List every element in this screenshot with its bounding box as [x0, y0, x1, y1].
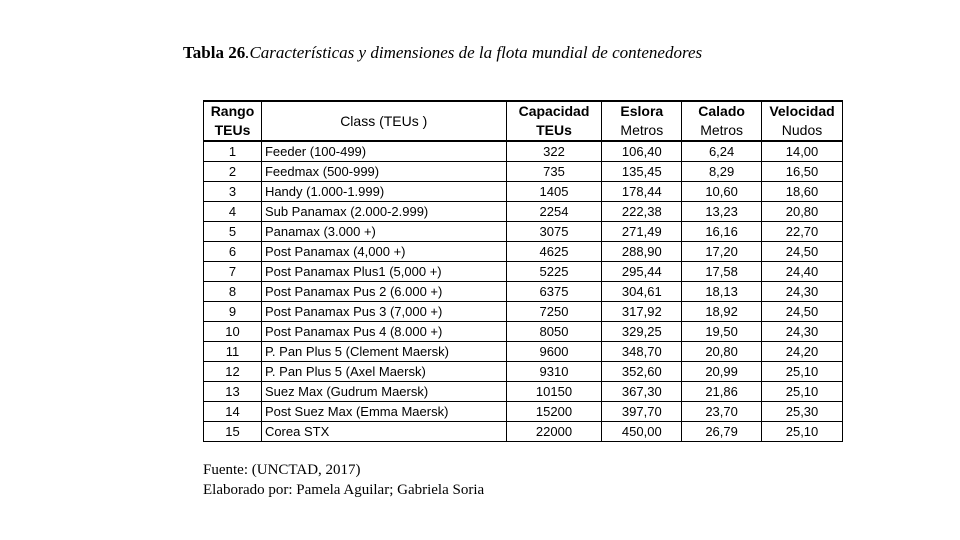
cell-calado: 16,16 — [682, 222, 762, 242]
table-row — [204, 402, 843, 422]
cell-rango: 1 — [204, 141, 262, 162]
cell-calado: 6,24 — [682, 141, 762, 162]
cell-clase: Sub Panamax (2.000-2.999) — [261, 202, 506, 222]
table-body — [204, 141, 843, 442]
cell-rango: 13 — [204, 382, 262, 402]
cell-clase: Post Panamax (4,000 +) — [261, 242, 506, 262]
cell-velocidad: 24,30 — [762, 322, 843, 342]
header-eslora: Eslora — [602, 101, 682, 121]
cell-rango: 6 — [204, 242, 262, 262]
header-calado-unit: Metros — [682, 121, 762, 141]
cell-velocidad: 20,80 — [762, 202, 843, 222]
table-row — [204, 182, 843, 202]
cell-eslora: 304,61 — [602, 282, 682, 302]
cell-clase: Post Suez Max (Emma Maersk) — [261, 402, 506, 422]
cell-capacidad: 5225 — [506, 262, 602, 282]
header-rango-unit: TEUs — [204, 121, 262, 141]
cell-eslora: 295,44 — [602, 262, 682, 282]
table-row — [204, 302, 843, 322]
cell-calado: 17,58 — [682, 262, 762, 282]
cell-calado: 10,60 — [682, 182, 762, 202]
cell-velocidad: 24,20 — [762, 342, 843, 362]
cell-calado: 23,70 — [682, 402, 762, 422]
container-fleet-table — [203, 100, 843, 442]
caption-text: .Características y dimensiones de la flota mundial de contenedores — [245, 43, 703, 62]
cell-rango: 11 — [204, 342, 262, 362]
cell-rango: 3 — [204, 182, 262, 202]
cell-capacidad: 735 — [506, 162, 602, 182]
table-row — [204, 382, 843, 402]
cell-capacidad: 4625 — [506, 242, 602, 262]
cell-eslora: 352,60 — [602, 362, 682, 382]
cell-clase: Corea STX — [261, 422, 506, 442]
cell-clase: Feeder (100-499) — [261, 141, 506, 162]
cell-eslora: 271,49 — [602, 222, 682, 242]
cell-capacidad: 10150 — [506, 382, 602, 402]
table-row — [204, 202, 843, 222]
cell-eslora: 329,25 — [602, 322, 682, 342]
cell-eslora: 106,40 — [602, 141, 682, 162]
cell-rango: 12 — [204, 362, 262, 382]
cell-capacidad: 7250 — [506, 302, 602, 322]
cell-eslora: 222,38 — [602, 202, 682, 222]
cell-calado: 26,79 — [682, 422, 762, 442]
table-row — [204, 342, 843, 362]
cell-clase: Handy (1.000-1.999) — [261, 182, 506, 202]
table-row — [204, 222, 843, 242]
cell-capacidad: 322 — [506, 141, 602, 162]
cell-velocidad: 24,40 — [762, 262, 843, 282]
cell-velocidad: 25,10 — [762, 382, 843, 402]
cell-capacidad: 3075 — [506, 222, 602, 242]
cell-velocidad: 25,10 — [762, 422, 843, 442]
cell-velocidad: 24,50 — [762, 302, 843, 322]
cell-calado: 21,86 — [682, 382, 762, 402]
cell-clase: Post Panamax Pus 4 (8.000 +) — [261, 322, 506, 342]
cell-rango: 2 — [204, 162, 262, 182]
cell-clase: Post Panamax Pus 3 (7,000 +) — [261, 302, 506, 322]
cell-velocidad: 22,70 — [762, 222, 843, 242]
table-row — [204, 262, 843, 282]
cell-velocidad: 16,50 — [762, 162, 843, 182]
cell-eslora: 178,44 — [602, 182, 682, 202]
table-row — [204, 282, 843, 302]
cell-rango: 15 — [204, 422, 262, 442]
cell-rango: 14 — [204, 402, 262, 422]
header-clase: Class (TEUs ) — [261, 101, 506, 141]
header-velocidad-unit: Nudos — [762, 121, 843, 141]
table-row — [204, 242, 843, 262]
cell-calado: 20,99 — [682, 362, 762, 382]
cell-capacidad: 9310 — [506, 362, 602, 382]
header-velocidad: Velocidad — [762, 101, 843, 121]
cell-eslora: 397,70 — [602, 402, 682, 422]
cell-capacidad: 8050 — [506, 322, 602, 342]
cell-clase: Suez Max (Gudrum Maersk) — [261, 382, 506, 402]
cell-calado: 18,13 — [682, 282, 762, 302]
cell-rango: 7 — [204, 262, 262, 282]
source-note: Fuente: (UNCTAD, 2017) — [203, 462, 361, 478]
cell-eslora: 367,30 — [602, 382, 682, 402]
table-row — [204, 141, 843, 162]
cell-capacidad: 2254 — [506, 202, 602, 222]
header-rango: Rango — [204, 101, 262, 121]
table-caption — [183, 43, 702, 63]
cell-capacidad: 1405 — [506, 182, 602, 202]
table-row — [204, 162, 843, 182]
table-row — [204, 322, 843, 342]
cell-rango: 8 — [204, 282, 262, 302]
cell-eslora: 450,00 — [602, 422, 682, 442]
author-note: Elaborado por: Pamela Aguilar; Gabriela Soria — [203, 482, 485, 498]
cell-velocidad: 25,30 — [762, 402, 843, 422]
cell-rango: 9 — [204, 302, 262, 322]
cell-velocidad: 25,10 — [762, 362, 843, 382]
cell-clase: Post Panamax Plus1 (5,000 +) — [261, 262, 506, 282]
table-row — [204, 362, 843, 382]
caption-label: Tabla 26 — [183, 43, 246, 62]
cell-velocidad: 14,00 — [762, 141, 843, 162]
cell-rango: 10 — [204, 322, 262, 342]
cell-calado: 13,23 — [682, 202, 762, 222]
cell-rango: 4 — [204, 202, 262, 222]
cell-eslora: 288,90 — [602, 242, 682, 262]
cell-calado: 17,20 — [682, 242, 762, 262]
cell-calado: 20,80 — [682, 342, 762, 362]
header-capacidad: Capacidad — [506, 101, 602, 121]
cell-capacidad: 15200 — [506, 402, 602, 422]
cell-clase: Panamax (3.000 +) — [261, 222, 506, 242]
cell-calado: 19,50 — [682, 322, 762, 342]
cell-rango: 5 — [204, 222, 262, 242]
header-capacidad-unit: TEUs — [506, 121, 602, 141]
cell-velocidad: 24,30 — [762, 282, 843, 302]
cell-eslora: 317,92 — [602, 302, 682, 322]
cell-velocidad: 24,50 — [762, 242, 843, 262]
cell-clase: P. Pan Plus 5 (Clement Maersk) — [261, 342, 506, 362]
header-calado: Calado — [682, 101, 762, 121]
cell-capacidad: 9600 — [506, 342, 602, 362]
cell-clase: P. Pan Plus 5 (Axel Maersk) — [261, 362, 506, 382]
cell-velocidad: 18,60 — [762, 182, 843, 202]
table-row — [204, 422, 843, 442]
cell-calado: 8,29 — [682, 162, 762, 182]
cell-calado: 18,92 — [682, 302, 762, 322]
cell-capacidad: 22000 — [506, 422, 602, 442]
cell-eslora: 135,45 — [602, 162, 682, 182]
cell-clase: Post Panamax Pus 2 (6.000 +) — [261, 282, 506, 302]
header-eslora-unit: Metros — [602, 121, 682, 141]
cell-capacidad: 6375 — [506, 282, 602, 302]
cell-clase: Feedmax (500-999) — [261, 162, 506, 182]
cell-eslora: 348,70 — [602, 342, 682, 362]
footer-notes — [203, 460, 484, 500]
